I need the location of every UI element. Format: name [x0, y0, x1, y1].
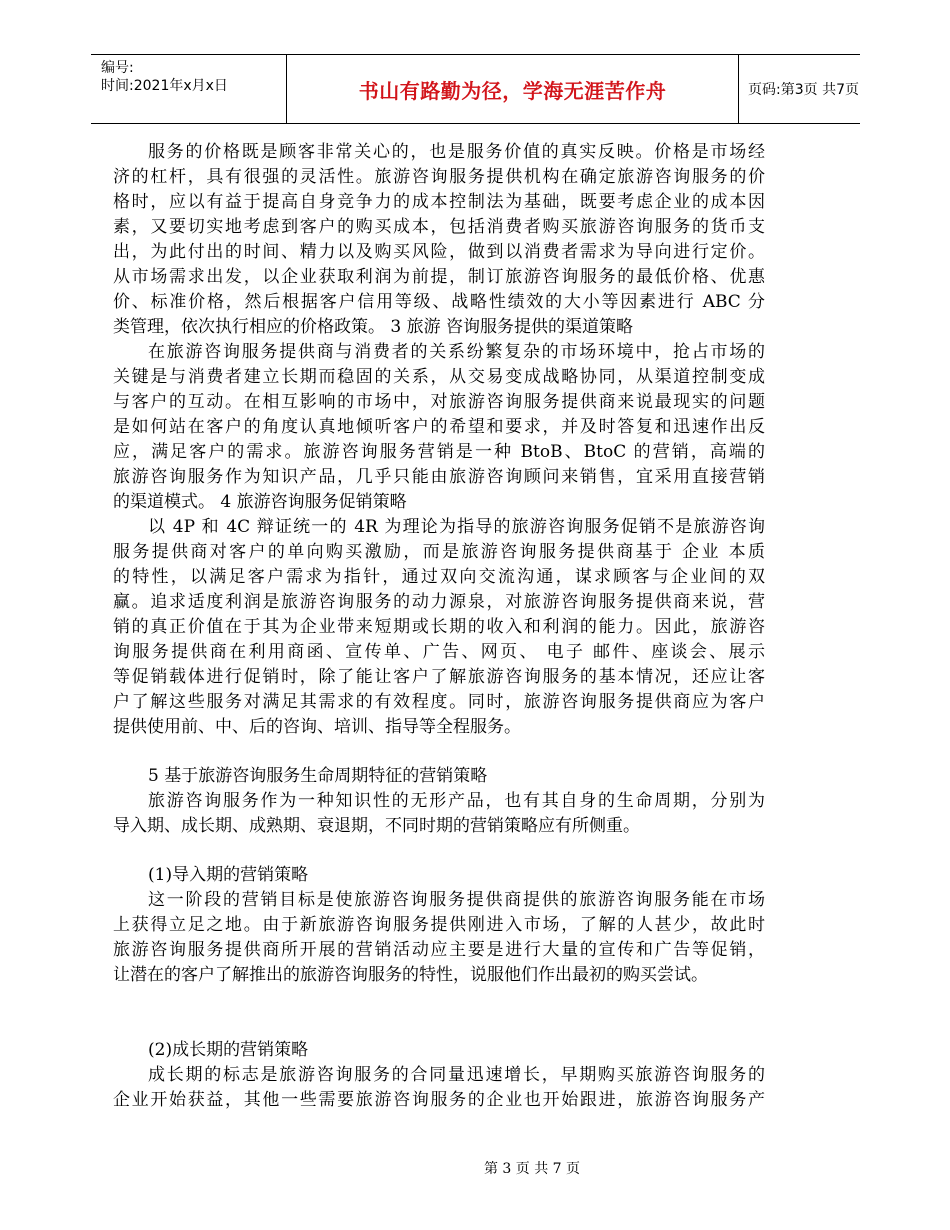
body-line: 应，满足客户的需求。旅游咨询服务营销是一种 BtoB、BtoC 的营销，高端的	[113, 442, 765, 462]
body-line: 价、标准价格，然后根据客户信用等级、战略性绩效的大小等因素进行 ABC 分	[113, 292, 765, 312]
body-line: 类管理，依次执行相应的价格政策。 3 旅游 咨询服务提供的渠道策略	[113, 317, 634, 337]
body-line: 上获得立足之地。由于新旅游咨询服务提供刚进入市场，了解的人甚少，故此时	[113, 915, 765, 935]
header-page-cell	[738, 55, 860, 123]
body-line: 旅游咨询服务作为知识产品，几乎只能由旅游咨询顾问来销售，宜采用直接营销	[113, 467, 765, 487]
header-motto-cell	[286, 55, 739, 123]
subsection-2-title: (2)成长期的营销策略	[148, 1040, 309, 1060]
body-line: 是如何站在客户的角度认真地倾听客户的希望和要求，并及时答复和迅速作出反	[113, 417, 765, 437]
header-motto: 书山有路勤为径，学海无涯苦作舟	[358, 78, 667, 103]
serial-label: 编号:	[101, 60, 134, 76]
body-line: 的渠道模式。 4 旅游咨询服务促销策略	[113, 492, 407, 512]
body-line: 从市场需求出发，以企业获取利润为前提，制订旅游咨询服务的最低价格、优惠	[113, 267, 765, 287]
body-line: 格时，应以有益于提高自身竞争力的成本控制法为基础，既要考虑企业的成本因	[113, 192, 765, 212]
header-meta	[91, 55, 286, 123]
body-line: 济的杠杆，具有很强的灵活性。旅游咨询服务提供机构在确定旅游咨询服务的价	[113, 167, 765, 187]
paragraph-gap	[113, 839, 765, 863]
body-line: 的特性，以满足客户需求为指针，通过双向交流沟通，谋求顾客与企业间的双	[113, 567, 765, 587]
body-line: 出，为此付出的时间、精力以及购买风险，做到以消费者需求为导向进行定价。	[113, 242, 765, 262]
document-body	[113, 140, 765, 1113]
body-line: 与客户的互动。在相互影响的市场中，对旅游咨询服务提供商来说最现实的问题	[113, 392, 765, 412]
body-line: 户了解这些服务对满足其需求的有效程度。同时，旅游咨询服务提供商应为客户	[113, 692, 765, 712]
header-page-label: 页码:第3页 共7页	[748, 82, 859, 98]
page-header	[91, 54, 860, 124]
body-line: 以 4P 和 4C 辩证统一的 4R 为理论为指导的旅游咨询服务促销不是旅游咨询	[148, 517, 765, 537]
body-line: 让潜在的客户了解推出的旅游咨询服务的特性，说服他们作出最初的购买尝试。	[113, 965, 708, 985]
body-line: 旅游咨询服务提供商所开展的营销活动应主要是进行大量的宣传和广告等促销，	[113, 940, 765, 960]
body-line: 服务提供商对客户的单向购买激励，而是旅游咨询服务提供商基于 企业 本质	[113, 542, 765, 562]
subsection-1-title: (1)导入期的营销策略	[148, 865, 309, 885]
time-label: 时间:2021年x月x日	[101, 78, 228, 94]
paragraph-gap	[113, 740, 765, 764]
page-footer: 第 3 页 共 7 页	[483, 1161, 581, 1177]
section-5-title: 5 基于旅游咨询服务生命周期特征的营销策略	[148, 766, 488, 786]
body-line: 提供使用前、中、后的咨询、培训、指导等全程服务。	[113, 717, 521, 737]
body-line: 询服务提供商在利用商函、宣传单、广告、网页、 电子 邮件、座谈会、展示	[113, 642, 765, 662]
body-line: 赢。追求适度利润是旅游咨询服务的动力源泉，对旅游咨询服务提供商来说，营	[113, 592, 765, 612]
body-line: 旅游咨询服务作为一种知识性的无形产品，也有其自身的生命周期，分别为	[148, 791, 765, 811]
body-line: 关键是与消费者建立长期而稳固的关系，从交易变成战略协同，从渠道控制变成	[113, 367, 765, 387]
body-line: 企业开始获益，其他一些需要旅游咨询服务的企业也开始跟进，旅游咨询服务产	[113, 1090, 765, 1110]
body-line: 这一阶段的营销目标是使旅游咨询服务提供商提供的旅游咨询服务能在市场	[148, 890, 765, 910]
paragraph-gap	[113, 988, 765, 1038]
body-line: 销的真正价值在于其为企业带来短期或长期的收入和利润的能力。因此，旅游咨	[113, 617, 765, 637]
body-line: 成长期的标志是旅游咨询服务的合同量迅速增长，早期购买旅游咨询服务的	[148, 1065, 765, 1085]
body-line: 素，又要切实地考虑到客户的购买成本，包括消费者购买旅游咨询服务的货币支	[113, 217, 765, 237]
body-line: 在旅游咨询服务提供商与消费者的关系纷繁复杂的市场环境中，抢占市场的	[148, 342, 765, 362]
body-line: 导入期、成长期、成熟期、衰退期，不同时期的营销策略应有所侧重。	[113, 816, 640, 836]
body-line: 服务的价格既是顾客非常关心的，也是服务价值的真实反映。价格是市场经	[148, 142, 765, 162]
body-line: 等促销载体进行促销时，除了能让客户了解旅游咨询服务的基本情况，还应让客	[113, 667, 765, 687]
